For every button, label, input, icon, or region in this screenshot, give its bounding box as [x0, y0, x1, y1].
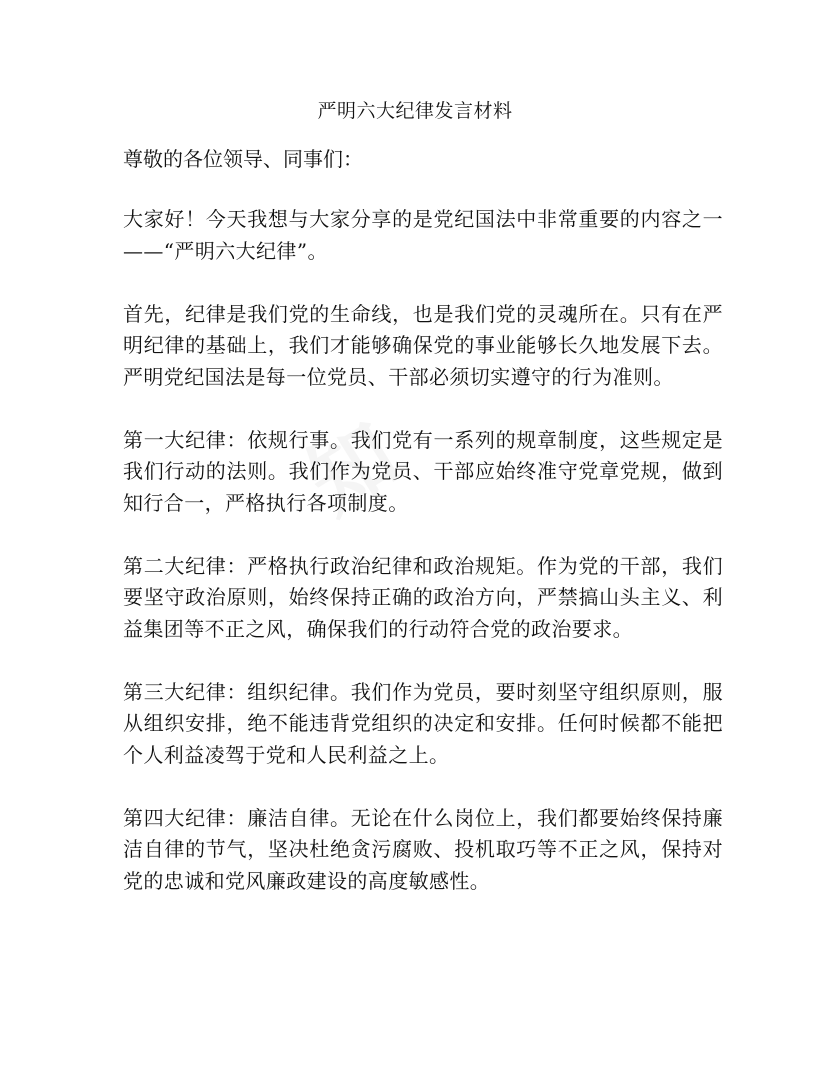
- paragraph-discipline-4: 第四大纪律：廉洁自律。无论在什么岗位上，我们都要始终保持廉洁自律的节气，坚决杜绝贪污腐败、投机取巧等不正之风，保持对党的忠诚和党风廉政建设的高度敏感性。: [123, 805, 723, 893]
- greeting: 尊敬的各位领导、同事们：: [123, 147, 363, 171]
- paragraph-intro: 大家好！今天我想与大家分享的是党纪国法中非常重要的内容之一——“严明六大纪律”。: [123, 207, 723, 263]
- document-title: 严明六大纪律发言材料: [317, 100, 513, 122]
- paragraph-discipline-2: 第二大纪律：严格执行政治纪律和政治规矩。作为党的干部，我们要坚守政治原则，始终保持正确的政治方向，严禁搞山头主义、利益集团等不正之风，确保我们的行动符合党的政治要求。: [123, 553, 723, 641]
- document-body: [123, 204, 723, 929]
- paragraph-discipline-lifeline: 首先，纪律是我们党的生命线，也是我们党的灵魂所在。只有在严明纪律的基础上，我们才能够确保党的事业能够长久地发展下去。严明党纪国法是每一位党员、干部必须切实遵守的行为准则。: [123, 301, 723, 389]
- paragraph-discipline-3: 第三大纪律：组织纪律。我们作为党员，要时刻坚守组织原则，服从组织安排，绝不能违背党组织的决定和安排。任何时候都不能把个人利益凌驾于党和人民利益之上。: [123, 679, 723, 767]
- paragraph-discipline-1: 第一大纪律：依规行事。我们党有一系列的规章制度，这些规定是我们行动的法则。我们作为党员、干部应始终准守党章党规，做到知行合一，严格执行各项制度。: [123, 427, 723, 515]
